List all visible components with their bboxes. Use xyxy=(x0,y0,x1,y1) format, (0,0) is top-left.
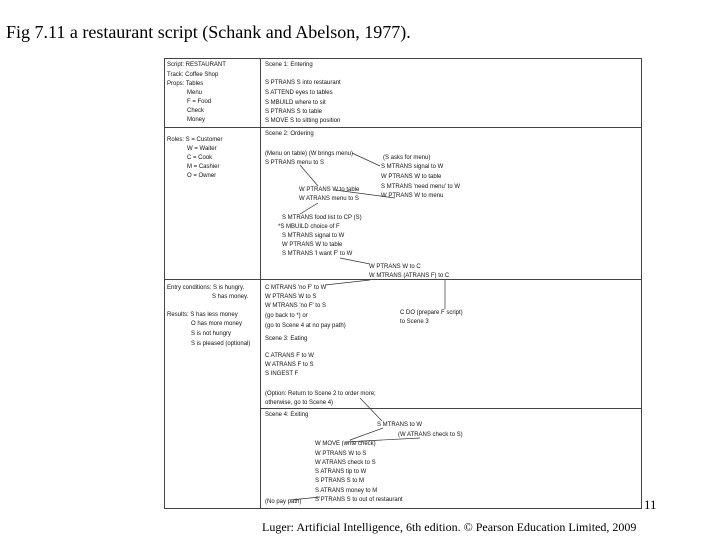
scene4-mtrans-w: S MTRANS to W xyxy=(377,422,423,428)
page-number: 11 xyxy=(644,497,657,512)
role-cashier: M = Cashier xyxy=(187,164,220,170)
scene2-w-to-table: W PTRANS W to table xyxy=(381,174,442,180)
scene4-step: S PTRANS S to out of restaurant xyxy=(315,497,403,503)
props-label: Props: Tables xyxy=(167,81,204,87)
flow-arrow xyxy=(335,190,395,198)
entry-conditions: Entry conditions: S is hungry. xyxy=(167,285,245,291)
scene2-menu-on-table: (Menu on table) (W brings menu) xyxy=(265,151,354,157)
scene3-title: Scene 3: Eating xyxy=(265,336,308,342)
scene4-step: S ATRANS tip to W xyxy=(315,469,367,475)
scene4-check-s: (W ATRANS check to S) xyxy=(398,432,463,438)
scene4-step: W ATRANS check to S xyxy=(315,460,376,466)
scene2-signal: S MTRANS signal to W xyxy=(381,164,444,170)
scene4-step: S ATRANS money to M xyxy=(315,488,378,494)
scene3-step: S INGEST F xyxy=(265,371,299,377)
prop-food: F = Food xyxy=(187,99,212,105)
prop-check: Check xyxy=(187,108,205,114)
scene2-w-to-s: W PTRANS W to S xyxy=(265,294,317,300)
scene4-step: S PTRANS S to M xyxy=(315,478,365,484)
scene1-step: S PTRANS S to table xyxy=(265,109,323,115)
scene2-to-scene3: to Scene 3 xyxy=(400,319,429,325)
scene2-w-ptrans-table: W PTRANS W to table xyxy=(299,187,360,193)
prop-money: Money xyxy=(187,117,206,123)
scene3-step: C ATRANS F to W xyxy=(265,353,314,359)
entry-money: S has money. xyxy=(212,294,249,300)
scene1-step: S PTRANS S into restaurant xyxy=(265,80,341,86)
flow-arrow xyxy=(300,203,318,214)
scene2-no-f-s: W MTRANS 'no F' to S xyxy=(265,303,326,309)
flow-arrow xyxy=(325,280,370,285)
scene2-atrans-f-c: W MTRANS (ATRANS F) to C xyxy=(369,273,450,279)
role-cook: C = Cook xyxy=(187,155,213,161)
scene2-w-to-menu: W PTRANS W to menu xyxy=(381,193,444,199)
result-owner: O has more money xyxy=(191,321,243,327)
scene4-no-pay: (No pay path) xyxy=(265,499,302,505)
scene2-need-menu: S MTRANS 'need menu' to W xyxy=(381,184,460,190)
flow-arrow xyxy=(352,153,380,166)
scene2-c-do: C DO (prepare F script) xyxy=(400,310,463,316)
scene2-w-atrans-menu: W ATRANS menu to S xyxy=(299,196,359,202)
scene2-w-table: W PTRANS W to table xyxy=(282,242,343,248)
result-not-hungry: S is not hungry xyxy=(191,331,232,337)
flow-arrow xyxy=(345,438,420,442)
scene1-step: S MOVE S to sitting position xyxy=(265,118,341,124)
scene2-ptrans-menu: S PTRANS menu to S xyxy=(265,160,325,166)
scene2-asks-menu: (S asks for menu) xyxy=(383,155,431,161)
scene4-step: W PTRANS W to S xyxy=(315,451,367,457)
flow-arrow xyxy=(360,398,382,421)
scene3-option: (Option: Return to Scene 2 to order more; xyxy=(265,391,376,397)
script-name: Script: RESTAURANT xyxy=(167,62,226,68)
scene2-mbuild-choice: *S MBUILD choice of F xyxy=(278,224,340,230)
scene3-otherwise: otherwise, go to Scene 4) xyxy=(265,400,334,406)
scene2-signal-w: S MTRANS signal to W xyxy=(282,233,345,239)
scene2-title: Scene 2: Ordering xyxy=(265,131,314,137)
scene3-step: W ATRANS F to S xyxy=(265,362,314,368)
roles-label: Roles: S = Customer xyxy=(167,137,223,143)
scene2-go-back: (go back to *) or xyxy=(265,313,308,319)
scene2-food-list: S MTRANS food list to CP (S) xyxy=(282,215,362,221)
flow-arrow xyxy=(300,165,318,186)
slide-title: Fig 7.11 a restaurant script (Schank and Abelson, 1977). xyxy=(6,22,411,42)
scene1-step: S ATTEND eyes to tables xyxy=(265,90,333,96)
role-waiter: W = Waiter xyxy=(187,146,217,152)
result-pleased: S is pleased (optional) xyxy=(191,341,251,347)
footer-credit: Luger: Artificial Intelligence, 6th edition. © Pearson Education Limited, 2009 xyxy=(262,520,637,534)
scene1-step: S MBUILD where to sit xyxy=(265,100,326,106)
scene2-i-want-f: S MTRANS 'I want F' to W xyxy=(282,251,353,257)
scene1-title: Scene 1: Entering xyxy=(265,62,313,68)
scene4-step: W MOVE (write check) xyxy=(315,441,376,447)
role-owner: O = Owner xyxy=(187,173,217,179)
flow-arrow xyxy=(290,497,320,500)
track-label: Track: Coffee Shop xyxy=(167,72,219,78)
scene4-title: Scene 4: Exiting xyxy=(265,412,309,418)
flow-arrow xyxy=(350,428,383,440)
prop-menu: Menu xyxy=(187,90,203,96)
scene2-go-scene4: (go to Scene 4 at no pay path) xyxy=(265,323,346,329)
results-label: Results: S has less money xyxy=(167,312,238,318)
flow-arrow xyxy=(340,258,370,264)
scene2-w-to-c: W PTRANS W to C xyxy=(369,264,421,270)
scene2-no-f-w: C MTRANS 'no F' to W xyxy=(265,285,327,291)
